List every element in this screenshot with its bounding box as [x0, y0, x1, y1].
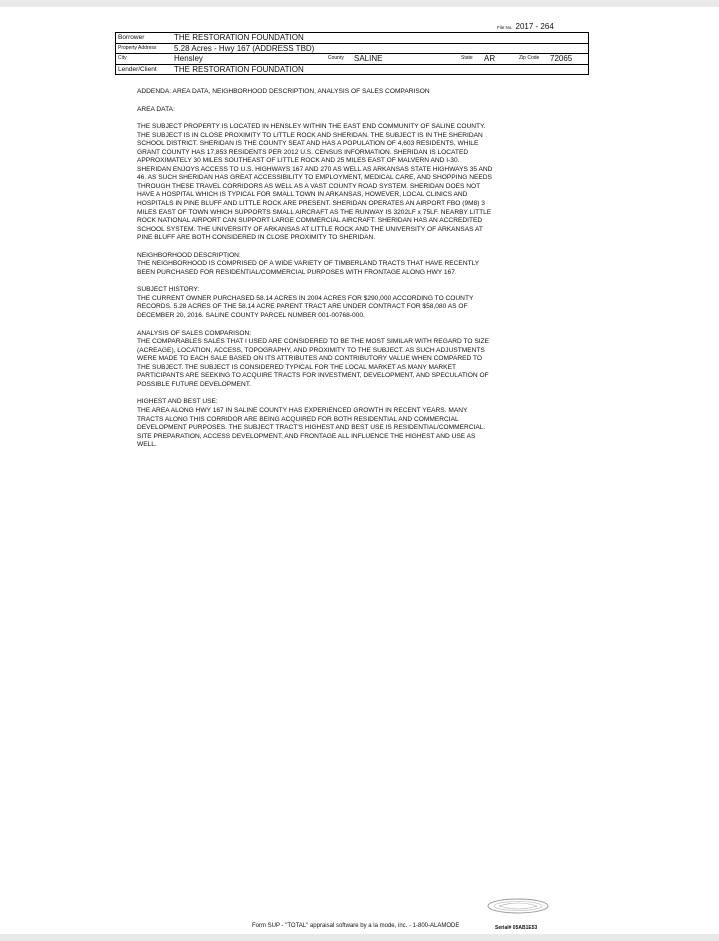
file-number	[497, 22, 554, 31]
addenda-heading: ADDENDA: AREA DATA, NEIGHBORHOOD DESCRIPTION, ANALYSIS OF SALES COMPARISON	[137, 88, 430, 95]
area-data-title: AREA DATA:	[137, 105, 175, 113]
footer-serial: Serial# 05AB1E53	[495, 925, 538, 931]
file-number-value: 2017 - 264	[515, 22, 554, 31]
city-label: City	[118, 55, 127, 61]
footer-form-text: Form SUP - "TOTAL" appraisal software by a la mode, inc. - 1-800-ALAMODE	[252, 923, 460, 929]
property-address-row	[116, 44, 588, 55]
sales-analysis-text: THE COMPARABLES SALES THAT I USED ARE CONSIDERED TO BE THE MOST SIMILAR WITH REGARD TO SIZE (ACREAGE), LOCATION, ACCESS, TOPOGRAPHY, AND PROXIMITY TO THE SUBJECT. AS SUCH ADJUSTMENTS WERE MADE TO EACH SALE BASED ON ITS ATTRIBUTES AND CONTRIBUTORY VALUE WHEN COMPARED TO THE SUBJECT. THE SUBJECT IS CONSIDERED TYPICAL FOR THE LOCAL MARKET AS MANY MARKET PARTICIPANTS ARE SEEKING TO ACQUIRE TRACTS FOR INVESTMENT, DEVELOPMENT, AND SPECULATION OF POSSIBLE FUTURE DEVELOPMENT.	[137, 338, 489, 388]
lender-row	[116, 65, 588, 76]
subject-history-text: THE CURRENT OWNER PURCHASED 58.14 ACRES IN 2004 ACRES FOR $290,000 ACCORDING TO COUNTY RECORDS. 5.28 ACRES OF THE 58.14 ACRE PARENT TRACT ARE UNDER CONTRACT FOR $58,080 AS OF DECEMBER 20, 2016. SALINE COUNTY PARCEL NUMBER 001-00768-000.	[137, 294, 474, 320]
state-value: AR	[484, 54, 496, 63]
state-label: State	[461, 55, 473, 61]
subject-history-title: SUBJECT HISTORY:	[137, 286, 200, 294]
zip-label: Zip Code	[519, 55, 540, 61]
neighborhood-title: NEIGHBORHOOD DESCRIPTION:	[137, 251, 241, 259]
header-table	[115, 32, 589, 75]
neighborhood-text: THE NEIGHBORHOOD IS COMPRISED OF A WIDE VARIETY OF TIMBERLAND TRACTS THAT HAVE RECENTLY BEEN PURCHASED FOR RESIDENTIAL/COMMERCIAL PURPOSES WITH FRONTAGE ALONG HWY 167.	[137, 260, 480, 276]
highest-best-use-text: THE AREA ALONG HWY 167 IN SALINE COUNTY HAS EXPERIENCED GROWTH IN RECENT YEARS. MANY TRACTS ALONG THIS CORRIDOR ARE BEING ACQUIRED FOR BOTH RESIDENTIAL AND COMMERCIAL DEVELOPMENT PURPOSES. THE SUBJECT TRACT'S HIGHEST AND BEST USE IS RESIDENTIAL/COMMERCIAL. SITE PREPARATION, ACCESS DEVELOPMENT, AND FRONTAGE ALL INFLUENCE THE HIGHEST AND USE AS WELL.	[137, 406, 486, 449]
borrower-label: Borrower	[118, 34, 145, 41]
file-number-label: File No.	[497, 25, 513, 30]
property-address-value: 5.28 Acres - Hwy 167 (ADDRESS TBD)	[174, 43, 315, 53]
borrower-row	[116, 33, 588, 44]
property-address-label: Property Address	[118, 44, 157, 51]
borrower-value: THE RESTORATION FOUNDATION	[174, 33, 304, 42]
lender-value: THE RESTORATION FOUNDATION	[174, 64, 304, 74]
city-row	[116, 54, 588, 65]
document-page	[0, 7, 719, 934]
area-data-text: THE SUBJECT PROPERTY IS LOCATED IN HENSLEY WITHIN THE EAST END COMMUNITY OF SALINE COUNTY. THE SUBJECT IS IN CLOSE PROXIMITY TO LITTLE ROCK AND SHERIDAN. THE SUBJECT IS IN THE SHERIDAN SCHOOL DISTRICT. SHERIDAN IS THE COUNTY SEAT AND HAS A POPULATION OF 4,603 RESIDENTS, WHILE GRANT COUNTY HAS 17,853 RESIDENTS PER 2012 U.S. CENSUS INFORMATION. SHERIDAN IS LOCATED APPROXIMATELY 30 MILES SOUTHEAST OF LITTLE ROCK AND 25 MILES EAST OF MALVERN AND I-30. SHERIDAN ENJOYS ACCESS TO U.S. HIGHWAYS 167 AND 270 AS WELL AS ARKANSAS STATE HIGHWAYS 35 AND 46. AS SUCH SHERIDAN HAS GREAT ACCESSIBILITY TO EMPLOYMENT, MEDICAL CARE, AND SHOPPING NEEDS THROUGH THESE TRAVEL CORRIDORS AS WELL AS A VAST COUNTY ROAD SYSTEM. SHERIDAN DOES NOT HAVE A HOSPITAL WHICH IS TYPICAL FOR SMALL TOWN IN ARKANSAS, HOWEVER, LOCAL CLINICS AND HOSPITALS IN PINE BLUFF AND LITTLE ROCK ARE PRESENT. SHERIDAN OPERATES AN AIRPORT FBO (9M8) 3 MILES EAST OF TOWN WHICH SUPPORTS SMALL AIRCRAFT AS THE RUNWAY IS 3202LF x 75LF. NEARBY LITTLE ROCK NATIONAL AIRPORT CAN SUPPORT LARGE COMMERCIAL AIRCRAFT. SHERIDAN HAS AN ACCREDITED SCHOOL SYSTEM. THE UNIVERSITY OF ARKANSAS AT LITTLE ROCK AND THE UNIVERSITY OF ARKANSAS AT PINE BLUFF ARE BOTH CONSIDERED IN CLOSE PROXIMITY TO SHERIDAN.	[137, 123, 493, 242]
addendum-body	[137, 88, 589, 450]
appraisal-seal-icon	[487, 898, 549, 914]
sales-analysis-title: ANALYSIS OF SALES COMPARISON:	[137, 329, 252, 337]
lender-label: Lender/Client	[118, 65, 157, 73]
county-label: County	[328, 55, 344, 61]
county-value: SALINE	[354, 54, 383, 63]
zip-value: 72065	[550, 54, 573, 63]
highest-best-use-title: HIGHEST AND BEST USE:	[137, 398, 218, 406]
city-value: Hensley	[174, 54, 203, 63]
